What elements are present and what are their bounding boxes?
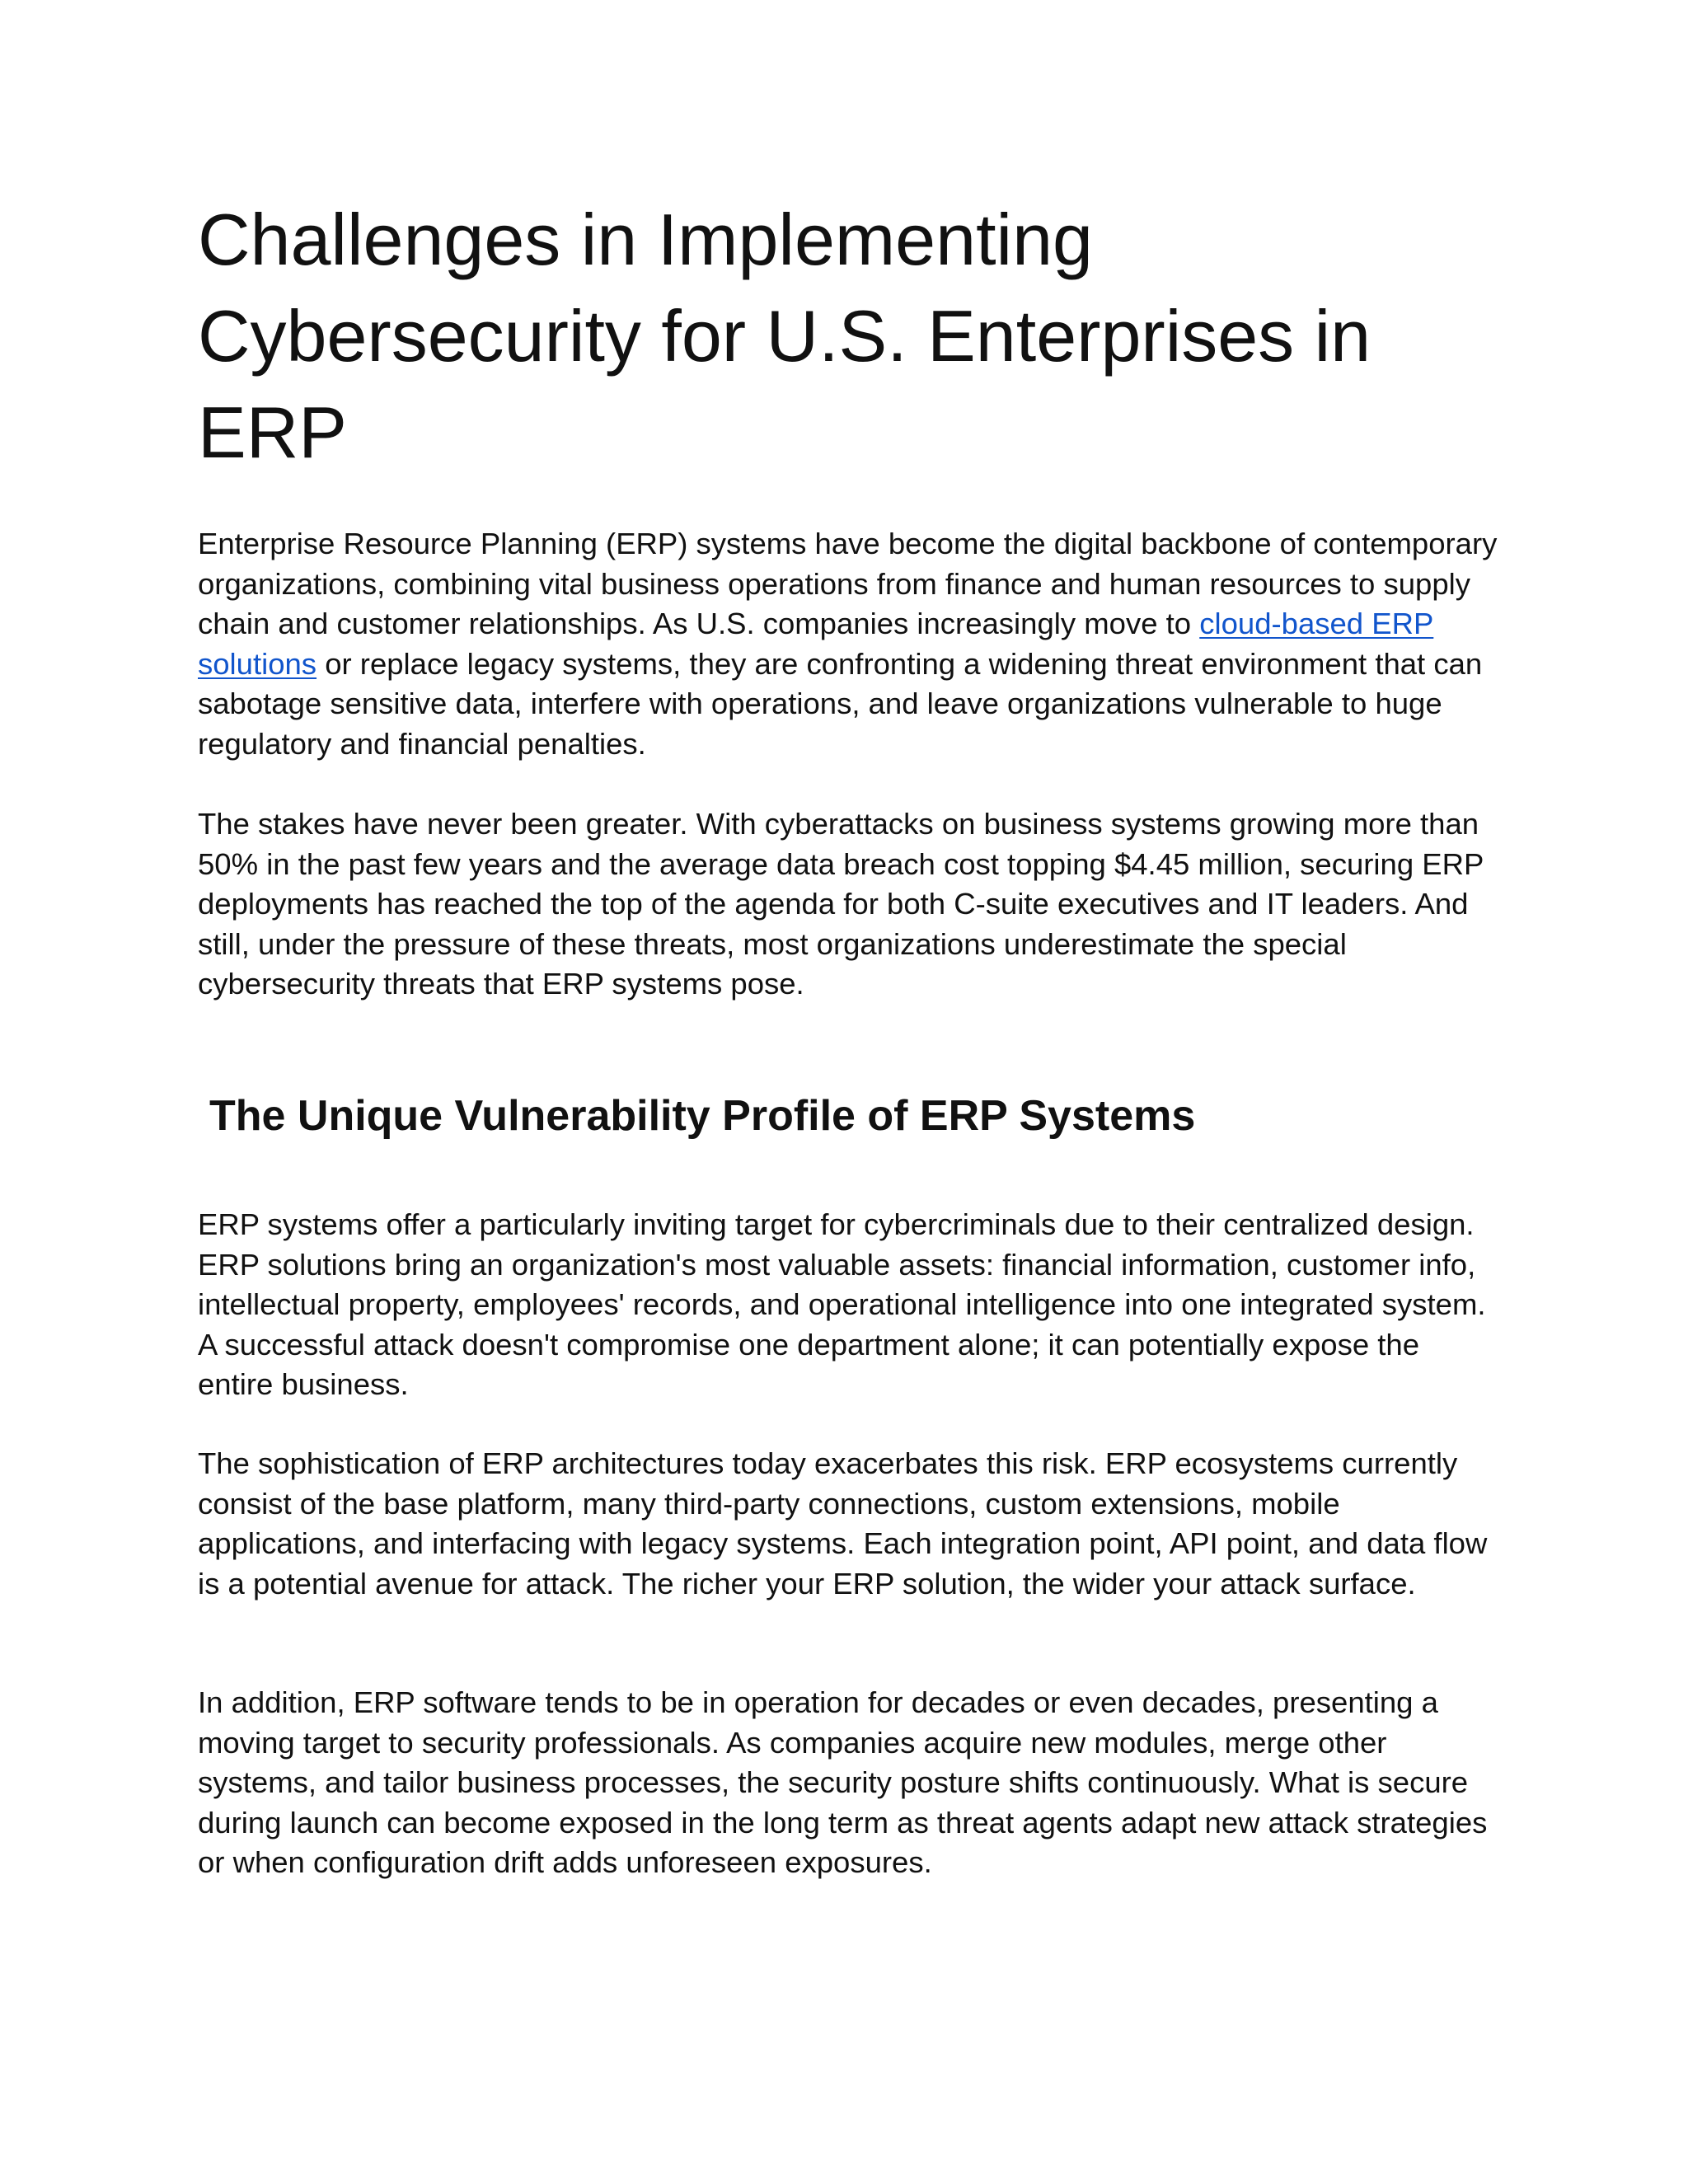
- section-heading: The Unique Vulnerability Profile of ERP Systems: [209, 1092, 1196, 1140]
- intro-text-after-link: or replace legacy systems, they are confronting a widening threat environment that can sabotage sensitive data, interfere with operations, and leave organizations vulnerable to huge regulatory and financial penalties.: [198, 646, 1483, 761]
- stakes-paragraph: The stakes have never been greater. With cyberattacks on business systems growing more than 50% in the past few years and the average data breach cost topping $4.45 million, securing ERP deployments has reached the top of the agenda for both C-suite executives and IT leaders. And still, under the pressure of these threats, most organizations underestimate the special cybersecurity threats that ERP systems pose.: [198, 807, 1484, 1001]
- architecture-paragraph: The sophistication of ERP architectures today exacerbates this risk. ERP ecosystems currently consist of the base platform, many third-party connections, custom extensions, mobile applications, and interfacing with legacy systems. Each integration point, API point, and data flow is a potential avenue for attack. The richer your ERP solution, the wider your attack surface.: [198, 1446, 1488, 1601]
- intro-paragraph: [198, 524, 1500, 764]
- page-title: Challenges in Implementing Cybersecurity for U.S. Enterprises in ERP: [198, 199, 1372, 473]
- intro-text-before-link: Enterprise Resource Planning (ERP) systems have become the digital backbone of contemporary organizations, combining vital business operations from finance and human resources to supply chain and customer relationships. As U.S. companies increasingly move to: [198, 527, 1498, 640]
- moving-target-paragraph: In addition, ERP software tends to be in operation for decades or even decades, presenting a moving target to security professionals. As companies acquire new modules, merge other systems, and tailor business processes, the security posture shifts continuously. What is secure during launch can become exposed in the long term as threat agents adapt new attack strategies or when configuration drift adds unforeseen exposures.: [198, 1685, 1488, 1879]
- cloud-erp-solutions-link[interactable]: cloud-based ERP solutions: [198, 607, 1434, 681]
- centralized-design-paragraph: ERP systems offer a particularly inviting target for cybercriminals due to their centralized design. ERP solutions bring an organization's most valuable assets: financial information, customer info, intellectual property, employees' records, and operational intelligence into one integrated system. A successful attack doesn't compromise one department alone; it can potentially expose the entire business.: [198, 1207, 1486, 1401]
